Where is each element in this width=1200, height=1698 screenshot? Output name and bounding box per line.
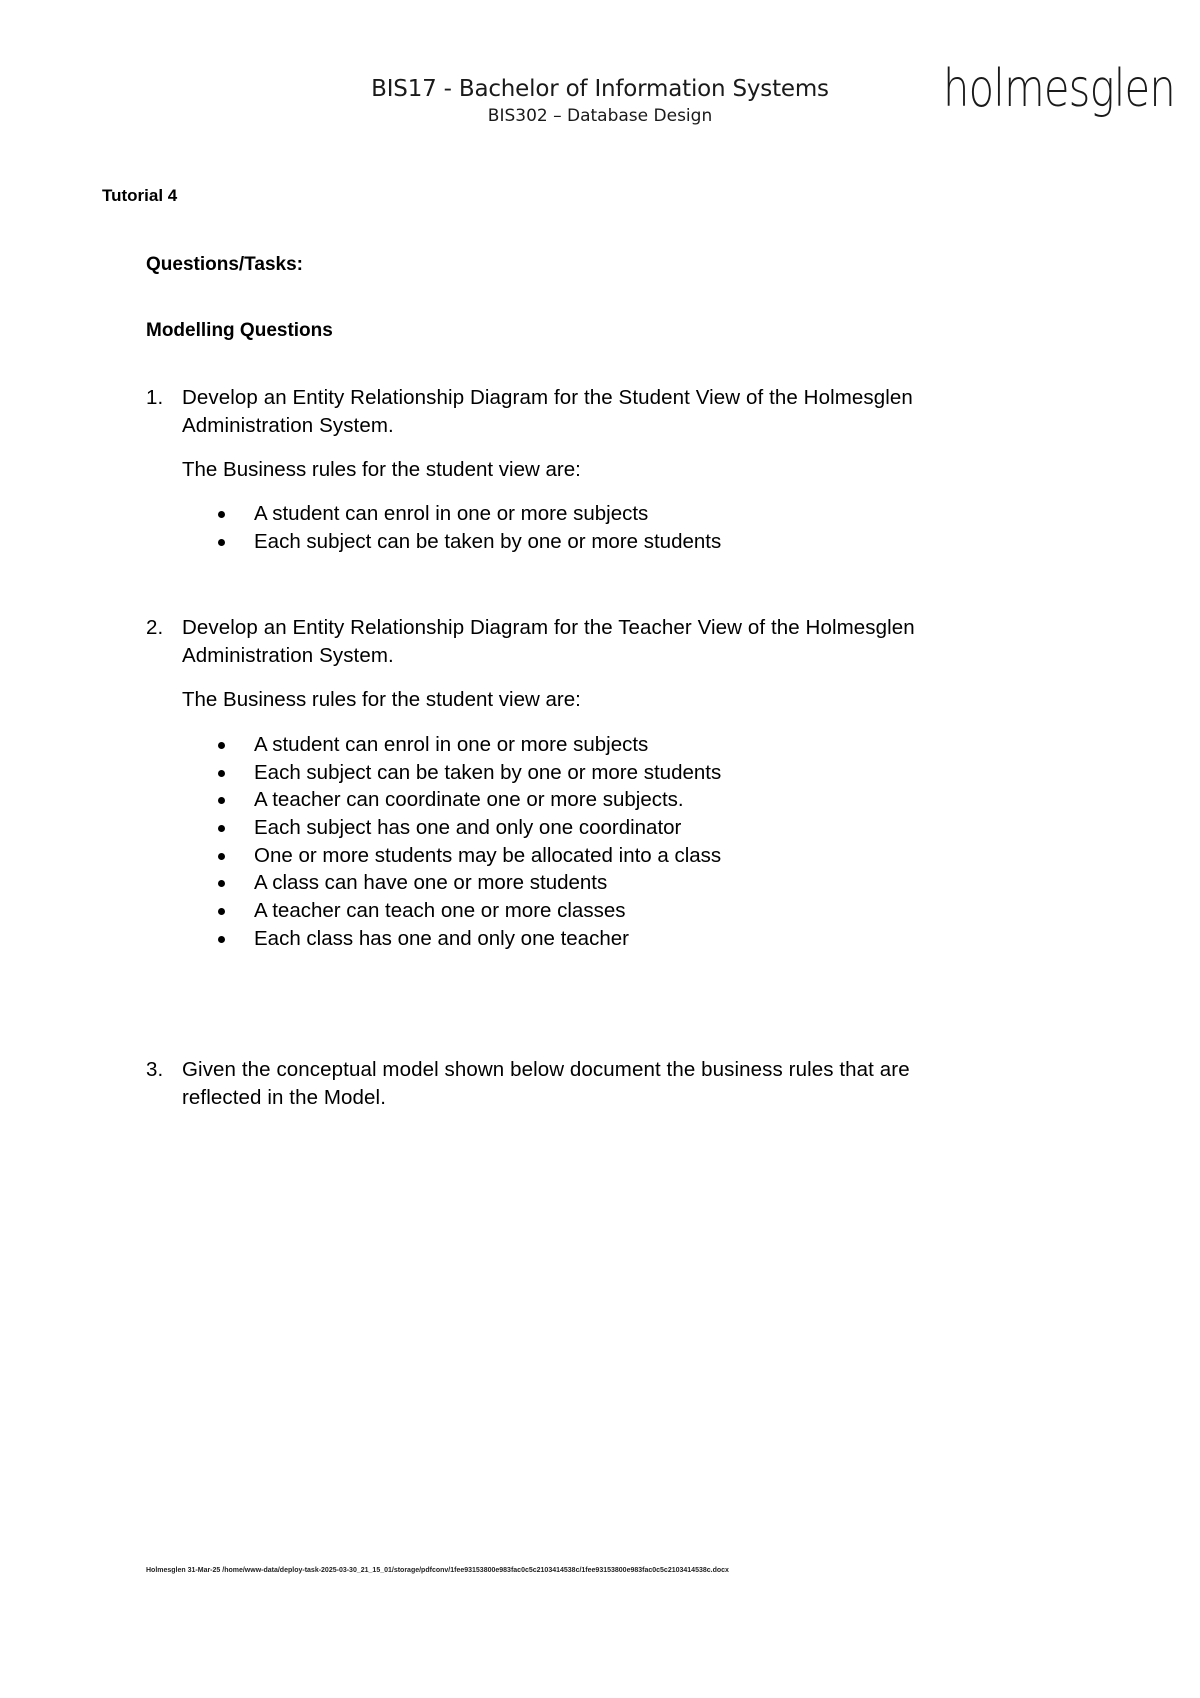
bullet-icon	[218, 797, 225, 804]
bullet-icon	[218, 511, 225, 518]
question-line: Develop an Entity Relationship Diagram for the Student View of the Holmesglen	[182, 386, 913, 409]
rule-text: Each subject can be taken by one or more students	[254, 529, 722, 553]
document-footer: Holmesglen 31-Mar-25 /home/www-data/deploy-task-2025-03-30_21_15_01/storage/pdfconv/1fee93153800e983fac0c5c2103414538c/1fee93153800e983fac0c5c2103414538c.docx	[146, 1567, 729, 1574]
modelling-heading: Modelling Questions	[146, 320, 333, 341]
rules-list	[216, 500, 721, 555]
tutorial-heading: Tutorial 4	[102, 186, 178, 205]
list-item	[216, 897, 721, 925]
svg-text:holmesglen: holmesglen	[943, 59, 1175, 119]
bullet-icon	[218, 853, 225, 860]
unit-subtitle: BIS302 – Database Design	[487, 106, 713, 126]
question-text	[182, 1056, 1062, 1112]
question-line: Given the conceptual model shown below document the business rules that are	[182, 1058, 910, 1081]
rule-text: Each class has one and only one teacher	[254, 926, 629, 950]
list-item	[216, 925, 721, 953]
question-number: 2.	[146, 616, 164, 639]
holmesglen-logo	[943, 20, 1183, 132]
rule-text: A student can enrol in one or more subjects	[254, 502, 649, 525]
list-item	[216, 528, 721, 556]
list-item	[216, 869, 721, 897]
document-header	[300, 74, 900, 128]
question-line: reflected in the Model.	[182, 1086, 386, 1109]
question-text	[182, 384, 1062, 440]
list-item	[216, 731, 721, 759]
question-3	[146, 1056, 1046, 1112]
bullet-icon	[218, 742, 225, 749]
question-1	[146, 384, 1046, 440]
rule-text: Each subject has one and only one coordinator	[254, 816, 682, 840]
bullet-icon	[218, 936, 225, 943]
rules-intro: The Business rules for the student view are:	[182, 458, 581, 481]
question-line: Administration System.	[182, 414, 394, 437]
rule-text: A teacher can teach one or more classes	[254, 899, 626, 923]
bullet-icon	[218, 880, 225, 887]
rules-list	[216, 731, 721, 953]
rules-intro: The Business rules for the student view are:	[182, 688, 581, 711]
question-line: Administration System.	[182, 644, 394, 667]
course-title: BIS17 - Bachelor of Information Systems	[371, 76, 829, 102]
rule-text: A student can enrol in one or more subjects	[254, 733, 649, 756]
rule-text: A class can have one or more students	[254, 871, 608, 895]
question-number: 3.	[146, 1058, 164, 1081]
bullet-icon	[218, 908, 225, 915]
list-item	[216, 759, 721, 787]
list-item	[216, 786, 721, 814]
list-item	[216, 500, 721, 528]
question-number: 1.	[146, 386, 164, 409]
rule-text: A teacher can coordinate one or more subjects.	[254, 788, 684, 812]
list-item	[216, 814, 721, 842]
bullet-icon	[218, 825, 225, 832]
question-line: Develop an Entity Relationship Diagram for the Teacher View of the Holmesglen	[182, 616, 915, 639]
questions-heading: Questions/Tasks:	[146, 254, 303, 275]
question-2	[146, 614, 1046, 670]
rule-text: One or more students may be allocated into a class	[254, 843, 722, 867]
list-item	[216, 842, 721, 870]
rule-text: Each subject can be taken by one or more students	[254, 760, 722, 784]
question-text	[182, 614, 1062, 670]
bullet-icon	[218, 770, 225, 777]
bullet-icon	[218, 539, 225, 546]
